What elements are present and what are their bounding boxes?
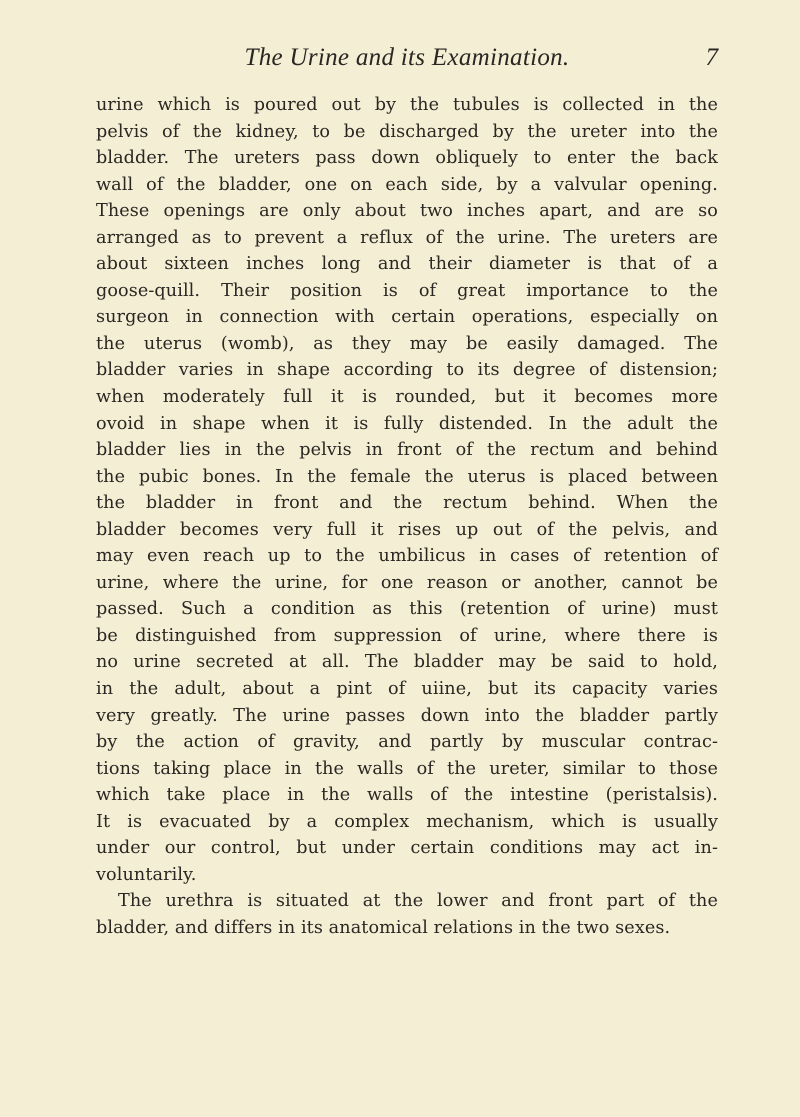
- text-line: ovoid in shape when it is fully distended. In the adult the: [96, 413, 718, 434]
- text-line: be distinguished from suppression of urine, where there is: [96, 625, 718, 646]
- text-line: no urine secreted at all. The bladder may be said to hold,: [96, 652, 718, 673]
- text-line: goose-quill. Their position is of great importance to the: [96, 280, 718, 301]
- text-line: by the action of gravity, and partly by muscular contrac-: [96, 732, 718, 753]
- text-line: about sixteen inches long and their diameter is that of a: [96, 254, 718, 275]
- text-line: passed. Such a condition as this (retention of urine) must: [96, 599, 718, 620]
- text-line: surgeon in connection with certain operations, especially on: [96, 307, 718, 328]
- text-line: bladder lies in the pelvis in front of the rectum and behind: [96, 440, 718, 461]
- running-title: The Urine and its Examination.: [244, 44, 570, 71]
- text-line: which take place in the walls of the intestine (peristalsis).: [96, 785, 718, 806]
- text-line: urine which is poured out by the tubules is collected in the: [96, 95, 718, 115]
- text-line: very greatly. The urine passes down into the bladder partly: [96, 705, 718, 726]
- body-text: [96, 92, 718, 942]
- text-line: bladder varies in shape according to its degree of distension;: [96, 360, 718, 381]
- text-line: under our control, but under certain conditions may act in-: [96, 838, 718, 859]
- text-line: bladder, and differs in its anatomical relations in the two sexes.: [96, 917, 671, 938]
- text-line: in the adult, about a pint of uiine, but its capacity varies: [96, 679, 718, 700]
- text-line: These openings are only about two inches apart, and are so: [96, 201, 718, 222]
- text-line: the pubic bones. In the female the uterus is placed between: [96, 466, 718, 487]
- text-line: the bladder in front and the rectum behind. When the: [96, 493, 718, 514]
- page-number: 7: [705, 44, 718, 71]
- text-line: It is evacuated by a complex mechanism, which is usually: [96, 811, 718, 832]
- text-line: urine, where the urine, for one reason or another, cannot be: [96, 572, 718, 593]
- text-line: bladder. The ureters pass down obliquely to enter the back: [96, 148, 718, 169]
- text-line: bladder becomes very full it rises up out of the pelvis, and: [96, 519, 718, 540]
- text-line: arranged as to prevent a reflux of the urine. The ureters are: [96, 227, 718, 248]
- text-line: voluntarily.: [96, 864, 197, 885]
- text-line: the uterus (womb), as they may be easily damaged. The: [96, 333, 718, 354]
- running-head: [96, 44, 718, 80]
- text-line: when moderately full it is rounded, but it becomes more: [96, 387, 718, 408]
- text-line: pelvis of the kidney, to be discharged by the ureter into the: [96, 121, 718, 142]
- text-line: tions taking place in the walls of the ureter, similar to those: [96, 758, 718, 779]
- text-line: The urethra is situated at the lower and front part of the: [118, 891, 718, 912]
- text-line: wall of the bladder, one on each side, by a valvular opening.: [96, 174, 718, 195]
- text-line: may even reach up to the umbilicus in cases of retention of: [96, 546, 718, 567]
